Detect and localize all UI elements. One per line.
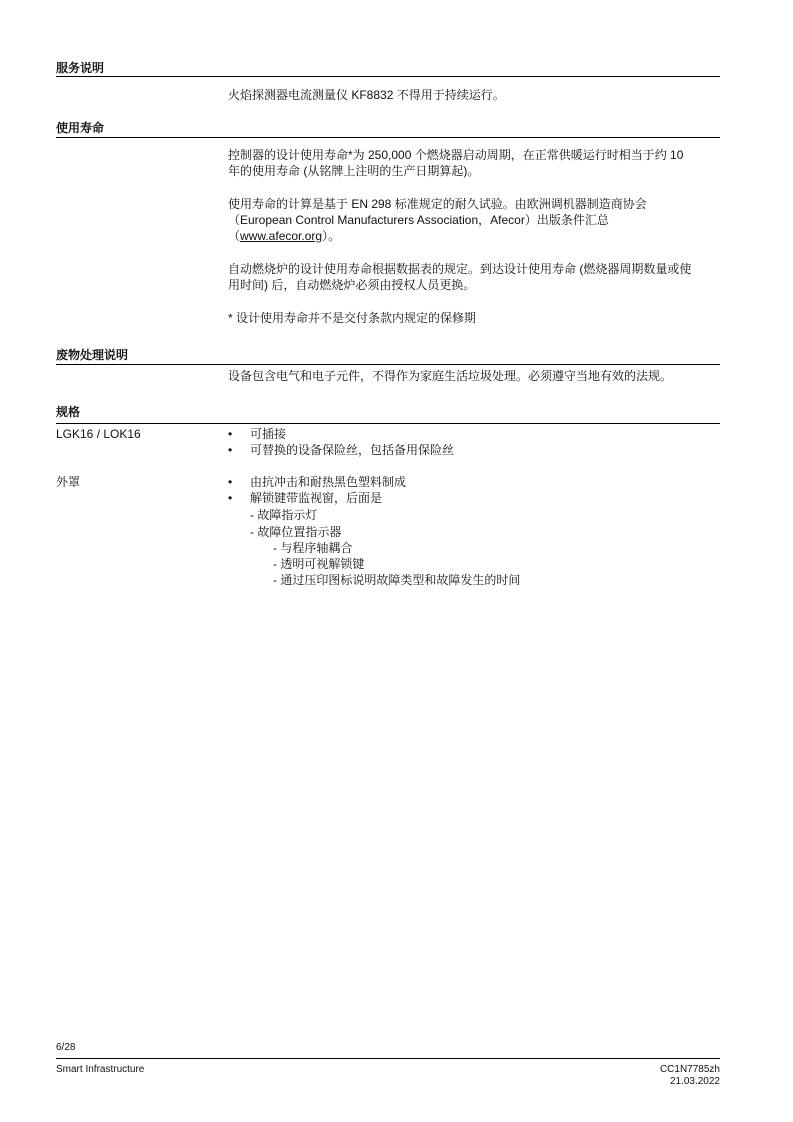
section-heading-service: 服务说明	[56, 61, 105, 75]
sub-item: - 故障位置指示器	[250, 525, 342, 539]
text-line: 控制器的设计使用寿命*为 250,000 个燃烧器启动周期，在正常供暖运行时相当于约 10	[228, 148, 684, 162]
section-divider	[56, 364, 720, 365]
list-item: • 可替换的设备保险丝，包括备用保险丝	[228, 442, 454, 458]
lifetime-footnote: * 设计使用寿命并不是交付条款内规定的保修期	[228, 311, 477, 325]
section-heading-disposal: 废物处理说明	[56, 348, 129, 362]
text-line: 使用寿命的计算是基于 EN 298 标准规定的耐久试验。由欧洲调机器制造商协会	[228, 197, 647, 211]
footer-doc-id: CC1N7785zh	[659, 1064, 720, 1075]
footer-divider	[56, 1058, 720, 1059]
sub-sub-item: - 通过压印图标说明故障类型和故障发生的时间	[273, 573, 521, 587]
disposal-note: 设备包含电气和电子元件，不得作为家庭生活垃圾处理。必须遵守当地有效的法规。	[228, 369, 673, 383]
lifetime-paragraph-3	[228, 261, 720, 293]
text-line: 用时间) 后，自动燃烧炉必须由授权人员更换。	[228, 278, 476, 292]
spec-label-housing: 外罩	[56, 475, 81, 489]
page-number: 6/28	[56, 1042, 76, 1053]
text-fragment: ）。	[322, 229, 341, 243]
spec-list-housing	[228, 474, 406, 506]
lifetime-paragraph-2	[228, 196, 720, 244]
list-item: • 由抗冲击和耐热黑色塑料制成	[228, 474, 406, 490]
section-divider	[56, 76, 720, 77]
section-heading-specs: 规格	[56, 405, 81, 419]
section-divider	[56, 137, 720, 138]
text-fragment: （	[228, 229, 241, 243]
sub-item: - 故障指示灯	[250, 508, 318, 522]
sub-sub-item: - 透明可视解锁键	[273, 557, 365, 571]
service-note: 火焰探测器电流测量仪 KF8832 不得用于持续运行。	[228, 88, 505, 102]
spec-list-model	[228, 426, 454, 458]
section-heading-lifetime: 使用寿命	[56, 121, 105, 135]
afecor-link[interactable]: www.afecor.org	[240, 229, 323, 243]
footer-company: Smart Infrastructure	[56, 1064, 145, 1075]
list-item: • 解锁键带监视窗，后面是	[228, 490, 406, 506]
section-divider	[56, 423, 720, 424]
lifetime-paragraph-1	[228, 147, 720, 179]
spec-label-model: LGK16 / LOK16	[56, 427, 141, 441]
footer-date: 21.03.2022	[669, 1076, 720, 1087]
text-line: （European Control Manufacturers Association，Afecor）出版条件汇总	[228, 213, 609, 227]
text-line: 年的使用寿命 (从铭牌上注明的生产日期算起)。	[228, 164, 480, 178]
sub-sub-item: - 与程序轴耦合	[273, 541, 353, 555]
text-line	[228, 228, 720, 244]
list-item: • 可插接	[228, 426, 454, 442]
text-line: 自动燃烧炉的设计使用寿命根据数据表的规定。到达设计使用寿命 (燃烧器周期数量或使	[228, 262, 692, 276]
